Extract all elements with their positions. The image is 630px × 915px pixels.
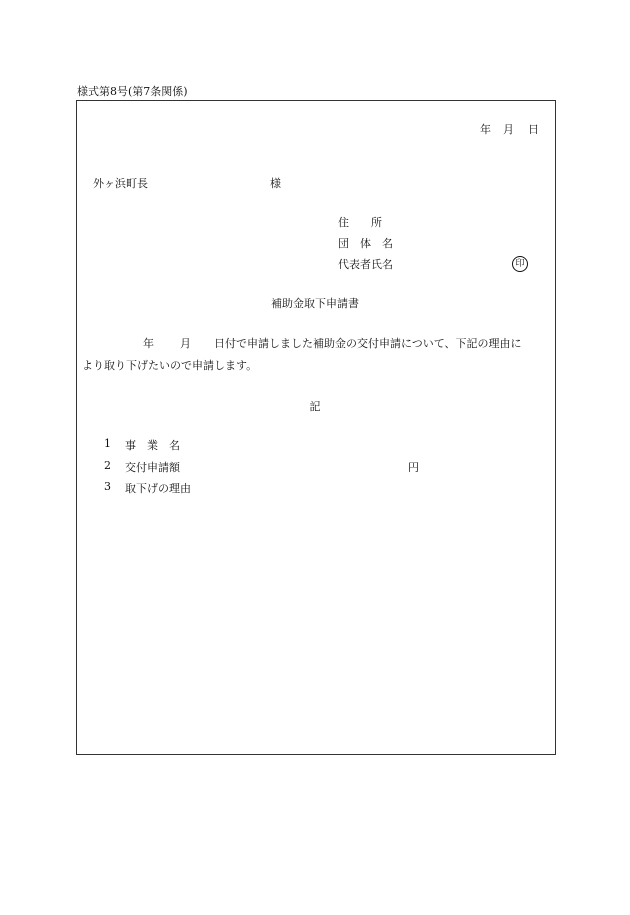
document-title: 補助金取下申請書 <box>271 297 359 310</box>
body-year-label: 年 <box>143 337 154 350</box>
date-day-label: 日 <box>528 123 539 136</box>
body-text-line-2: より取り下げたいので申請します。 <box>82 359 258 372</box>
body-month-label: 月 <box>180 337 191 350</box>
applicant-org-label: 団 体 名 <box>338 237 393 250</box>
item-number: 2 <box>104 459 111 472</box>
date-year-label: 年 <box>480 123 491 136</box>
item-label: 事 業 名 <box>125 439 180 452</box>
form-number-label: 様式第8号(第7条関係) <box>77 85 188 98</box>
form-frame <box>76 100 556 755</box>
body-text-line-1: 日付で申請しました補助金の交付申請について、下記の理由に <box>214 337 522 350</box>
item-number: 3 <box>104 480 111 493</box>
item-number: 1 <box>104 437 111 450</box>
ki-heading: 記 <box>309 400 321 413</box>
recipient-honorific: 様 <box>270 177 281 190</box>
applicant-rep-label: 代表者氏名 <box>338 258 393 271</box>
item-label: 取下げの理由 <box>125 482 191 495</box>
seal-icon: 印 <box>512 256 528 272</box>
item-label: 交付申請額 <box>125 461 180 474</box>
item-unit: 円 <box>408 461 419 474</box>
date-month-label: 月 <box>503 123 514 136</box>
recipient-name: 外ヶ浜町長 <box>93 177 148 190</box>
applicant-address-label: 住 所 <box>338 216 382 229</box>
